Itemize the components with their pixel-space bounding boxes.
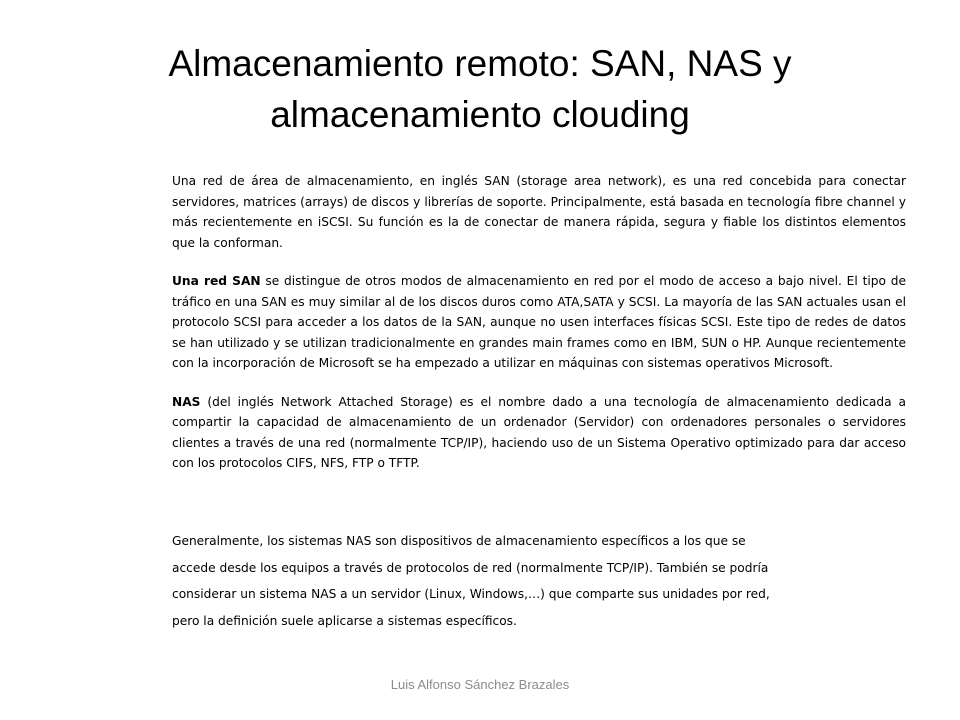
nas-general-line-4: pero la definición suele aplicarse a sistemas específicos. <box>172 613 517 628</box>
san-lead-bold: Una red SAN <box>172 274 261 288</box>
nas-general-line-1: Generalmente, los sistemas NAS son dispositivos de almacenamiento específicos a los que se <box>172 534 746 548</box>
slide-footer-author: Luis Alfonso Sánchez Brazales <box>390 677 570 692</box>
nas-general-line-3: considerar un sistema NAS a un servidor (Linux, Windows,…) que comparte sus unidades por red, <box>172 587 770 601</box>
san-details-text: se distingue de otros modos de almacenamiento en red por el modo de acceso a bajo nivel. El tipo de tráfico en una SAN es muy similar al de los discos duros como ATA,SATA y SCSI. La mayoría de las SAN actuales usan el protocolo SCSI para acceder a los datos de la SAN, aunque no usen interfaces físicas SCSI. Este tipo de redes de datos se han utilizado y se utilizan tradicionalmente en grandes main frames como en IBM, SUN o HP. Aunque recientemente con la incorporación de Microsoft se ha empezado a utilizar en máquinas con sistemas operativos Microsoft. <box>172 274 906 370</box>
nas-lead-bold: NAS <box>172 394 201 409</box>
paragraph-nas-definition <box>172 392 906 474</box>
nas-general-line-2: accede desde los equipos a través de protocolos de red (normalmente TCP/IP). También se podría <box>172 560 769 575</box>
paragraph-nas-general <box>172 531 906 637</box>
paragraph-san-definition: Una red de área de almacenamiento, en inglés SAN (storage area network), es una red concebida para conectar servidores, matrices (arrays) de discos y librerías de soporte. Principalmente, está basada en tecnología fibre channel y más recientemente en iSCSI. Su función es la de conectar de manera rápida, segura y fiable los distintos elementos que la conforman. <box>172 174 906 250</box>
slide-title <box>80 38 880 140</box>
slide-title-line-2: almacenamiento clouding <box>270 94 690 135</box>
slide-title-line-1: Almacenamiento remoto: SAN, NAS y <box>168 43 792 84</box>
slide-body <box>172 171 906 492</box>
paragraph-san-details <box>172 271 906 374</box>
nas-definition-text: (del inglés Network Attached Storage) es el nombre dado a una tecnología de almacenamiento dedicada a compartir la capacidad de almacenamiento de un ordenador (Servidor) con ordenadores personales o servidores clientes a través de una red (normalmente TCP/IP), haciendo uso de un Sistema Operativo optimizado para dar acceso con los protocolos CIFS, NFS, FTP o TFTP. <box>172 394 906 470</box>
